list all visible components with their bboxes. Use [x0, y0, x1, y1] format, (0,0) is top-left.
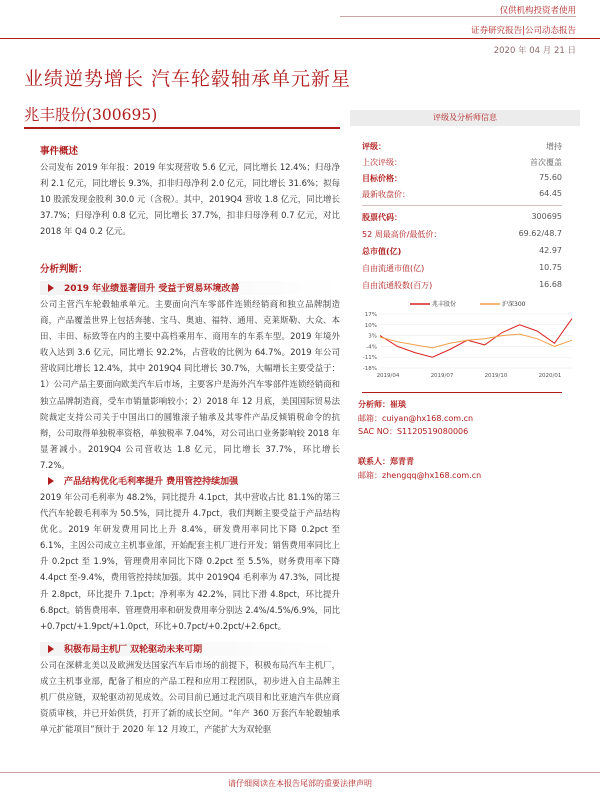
- x-tick-label: 2019/07: [430, 373, 454, 379]
- y-tick-label: 10%: [364, 322, 377, 329]
- free-float-shares-row: 自由流通股数(百万) 16.68: [362, 280, 562, 290]
- section-3-title-text: 积极布局主机厂 双轮驱动未来可期: [64, 645, 203, 655]
- stock-code-row: 股票代码： 300695: [362, 212, 562, 222]
- bullet-icon: [48, 284, 54, 292]
- x-tick-label: 2019/10: [484, 373, 508, 379]
- contact-name: 联系人：郑青青: [358, 457, 414, 466]
- section-2-text: 2019 年公司毛利率为 48.2%，同比提升 4.1pct，其中营收占比 81.1%的第三代汽车轮毂毛利率为 50.5%，同比提升 4.7pct，我们判断主要受益于产品结构优化。2019 年研发费用同比上升 8.4%，研发费用率同比下降 0.2pct 至 6.1%，主因公司成立主机事业部，开始配套主机厂进行开发；销售费用率同比上升 0.2pct 至 1.9%，管理费用率同比下降 0.2pct 至 5.5%，财务费用率下降 4.4pct 至-9.4%，费用管控持续加强。其中 2019Q4 毛利率为 47.3%，同比提升 2.8pct，环比提升 7.1pct；净利率为 42.2%，同比下滑 4.8pct，环比提升 6.8pct。销售费用率、管理费用率和研发费用率分别达 2.4%/4.5%/6.9%，同比 +0.7pct/+1.9pct/+1.0pct，环比+0.7pct/+0.2pct/+2.6pct。: [40, 492, 340, 631]
- report-category: 证券研究报告|公司动态报告: [471, 26, 576, 36]
- series-line-index: [380, 334, 572, 348]
- section-1-text: 公司主营汽车轮毂轴承单元。主要面向汽车零部件连锁经销商和独立品牌制造商，产品覆盖世界上包括奔驰、宝马、奥迪、福特、通用、克莱斯勒、大众、本田、丰田、标致等在内的主要中高档乘用车、商用车的车系车型。2019 年境外收入达到 3.6 亿元，同比增长 92.2%，占营收的比例为 64.7%。2019 年公司营收同比增长 12.4%，其中 2019Q4 同比增长 30.7%，大幅增长主要受益于：1）公司产品主要面向欧美汽车后市场，主要客户是海外汽车零部件连锁经销商和独立品牌制造商，受车市销量影响较小；2）2018 年 12 月底，美国国际贸易法院裁定支持公司关于中国出口的圆锥滚子轴承及其零件产品反倾销税命令的抗辩，公司取得单独税率资格，单独税率 7.04%，对公司出口业务影响较 2018 年显著减小。2019Q4 公司营收达 1.8 亿元，同比增长 37.7%，环比增长 7.2%。: [40, 299, 340, 470]
- x-tick-label: 2019/04: [376, 373, 400, 379]
- section-3-title: [40, 642, 340, 656]
- analyst-sac: SAC NO：S1120519080006: [358, 427, 469, 436]
- y-tick-label: -18%: [362, 366, 377, 372]
- rating-row: 评级： 增持: [362, 142, 562, 151]
- y-tick-label: 3%: [368, 333, 377, 340]
- x-tick-label: 2020/01: [538, 373, 562, 379]
- market-cap-row: 总市值(亿) 42.97: [362, 246, 562, 256]
- close-price-row: 最新收盘价： 64.45: [362, 189, 562, 199]
- rating-panel-header: 评级及分析师信息: [350, 110, 580, 126]
- target-price-row: 目标价格： 75.60: [362, 173, 562, 183]
- report-title: 业绩逆势增长 汽车轮毂轴承单元新星: [24, 68, 352, 90]
- legal-notice: 请仔细阅读在本报告尾部的重要法律声明: [228, 779, 372, 788]
- chart-series: [380, 319, 572, 358]
- price-range-row: 52 周最高价/最低价： 69.62/48.7: [362, 229, 562, 239]
- relative-performance-chart: [350, 296, 580, 384]
- legend-label-stock: 兆丰股份: [432, 301, 457, 308]
- y-tick-label: -11%: [362, 355, 377, 362]
- analysis-heading: 分析判断：: [40, 264, 88, 275]
- event-heading: 事件概述: [40, 146, 79, 157]
- event-text: 公司发布 2019 年年报：2019 年实现营收 5.6 亿元，同比增长 12.4%；归母净利 2.1 亿元，同比增长 9.3%，扣非归母净利 2.0 亿元，同比增长 31.6%；拟每 10 股派发现金股利 30.0 元（含税）。其中，2019Q4 营收 1.8 亿元，同比增长 37.7%；归母净利 0.8 亿元，同比增长 37.7%，扣非归母净利 0.7 亿元，对比 2018 年 Q4 0.2 亿元。: [40, 162, 340, 237]
- y-tick-label: 17%: [364, 312, 377, 318]
- sidebar-divider: [362, 205, 562, 206]
- section-2-title-text: 产品结构优化毛利率提升 费用管控持续加强: [64, 477, 239, 487]
- previous-rating-row: 上次评级： 首次覆盖: [362, 158, 562, 167]
- header-divider: [340, 16, 576, 17]
- section-1-title: [40, 281, 340, 295]
- y-tick-label: -4%: [366, 344, 377, 351]
- audience-note: 仅供机构投资者使用: [499, 6, 576, 16]
- footer-divider: [0, 772, 600, 773]
- header-rule: [0, 38, 600, 39]
- section-3-text: 公司在深耕北美以及欧洲发达国家汽车后市场的前提下，积极布局汽车主机厂，成立主机事业部，配备了相应的产品工程和应用工程团队，初步进入自主品牌主机厂供应链，双轮驱动初见成效。公司目前已通过北汽项目和比亚迪汽车供应商资质审核，并已开始供货，打开了新的成长空间。“年产 360 万套汽车轮毂轴承单元扩能项目”预计于 2020 年 12 月竣工，产能扩大为双轮驱: [40, 660, 340, 735]
- bullet-icon: [48, 477, 54, 485]
- legend-label-index: 沪深300: [502, 301, 526, 308]
- x-axis-labels: [377, 373, 562, 379]
- bullet-icon: [48, 645, 54, 653]
- series-line-stock: [380, 319, 572, 358]
- analyst-email[interactable]: 邮箱：cuiyan@hx168.com.cn: [358, 414, 474, 423]
- section-1-title-text: 2019 年业绩显著回升 受益于贸易环境改善: [64, 284, 240, 294]
- company-underline: [24, 127, 340, 129]
- company-name: 兆丰股份(300695): [24, 106, 158, 124]
- free-float-cap-row: 自由流通市值(亿) 10.75: [362, 263, 562, 273]
- y-axis-labels: [363, 312, 377, 372]
- section-2-title: [40, 474, 340, 488]
- contact-email[interactable]: 邮箱：zhengqq@hx168.com.cn: [358, 471, 482, 480]
- analyst-name: 分析师：崔琰: [358, 400, 406, 409]
- analyst-divider: [362, 392, 562, 393]
- report-date: 2020 年 04 月 21 日: [493, 46, 576, 56]
